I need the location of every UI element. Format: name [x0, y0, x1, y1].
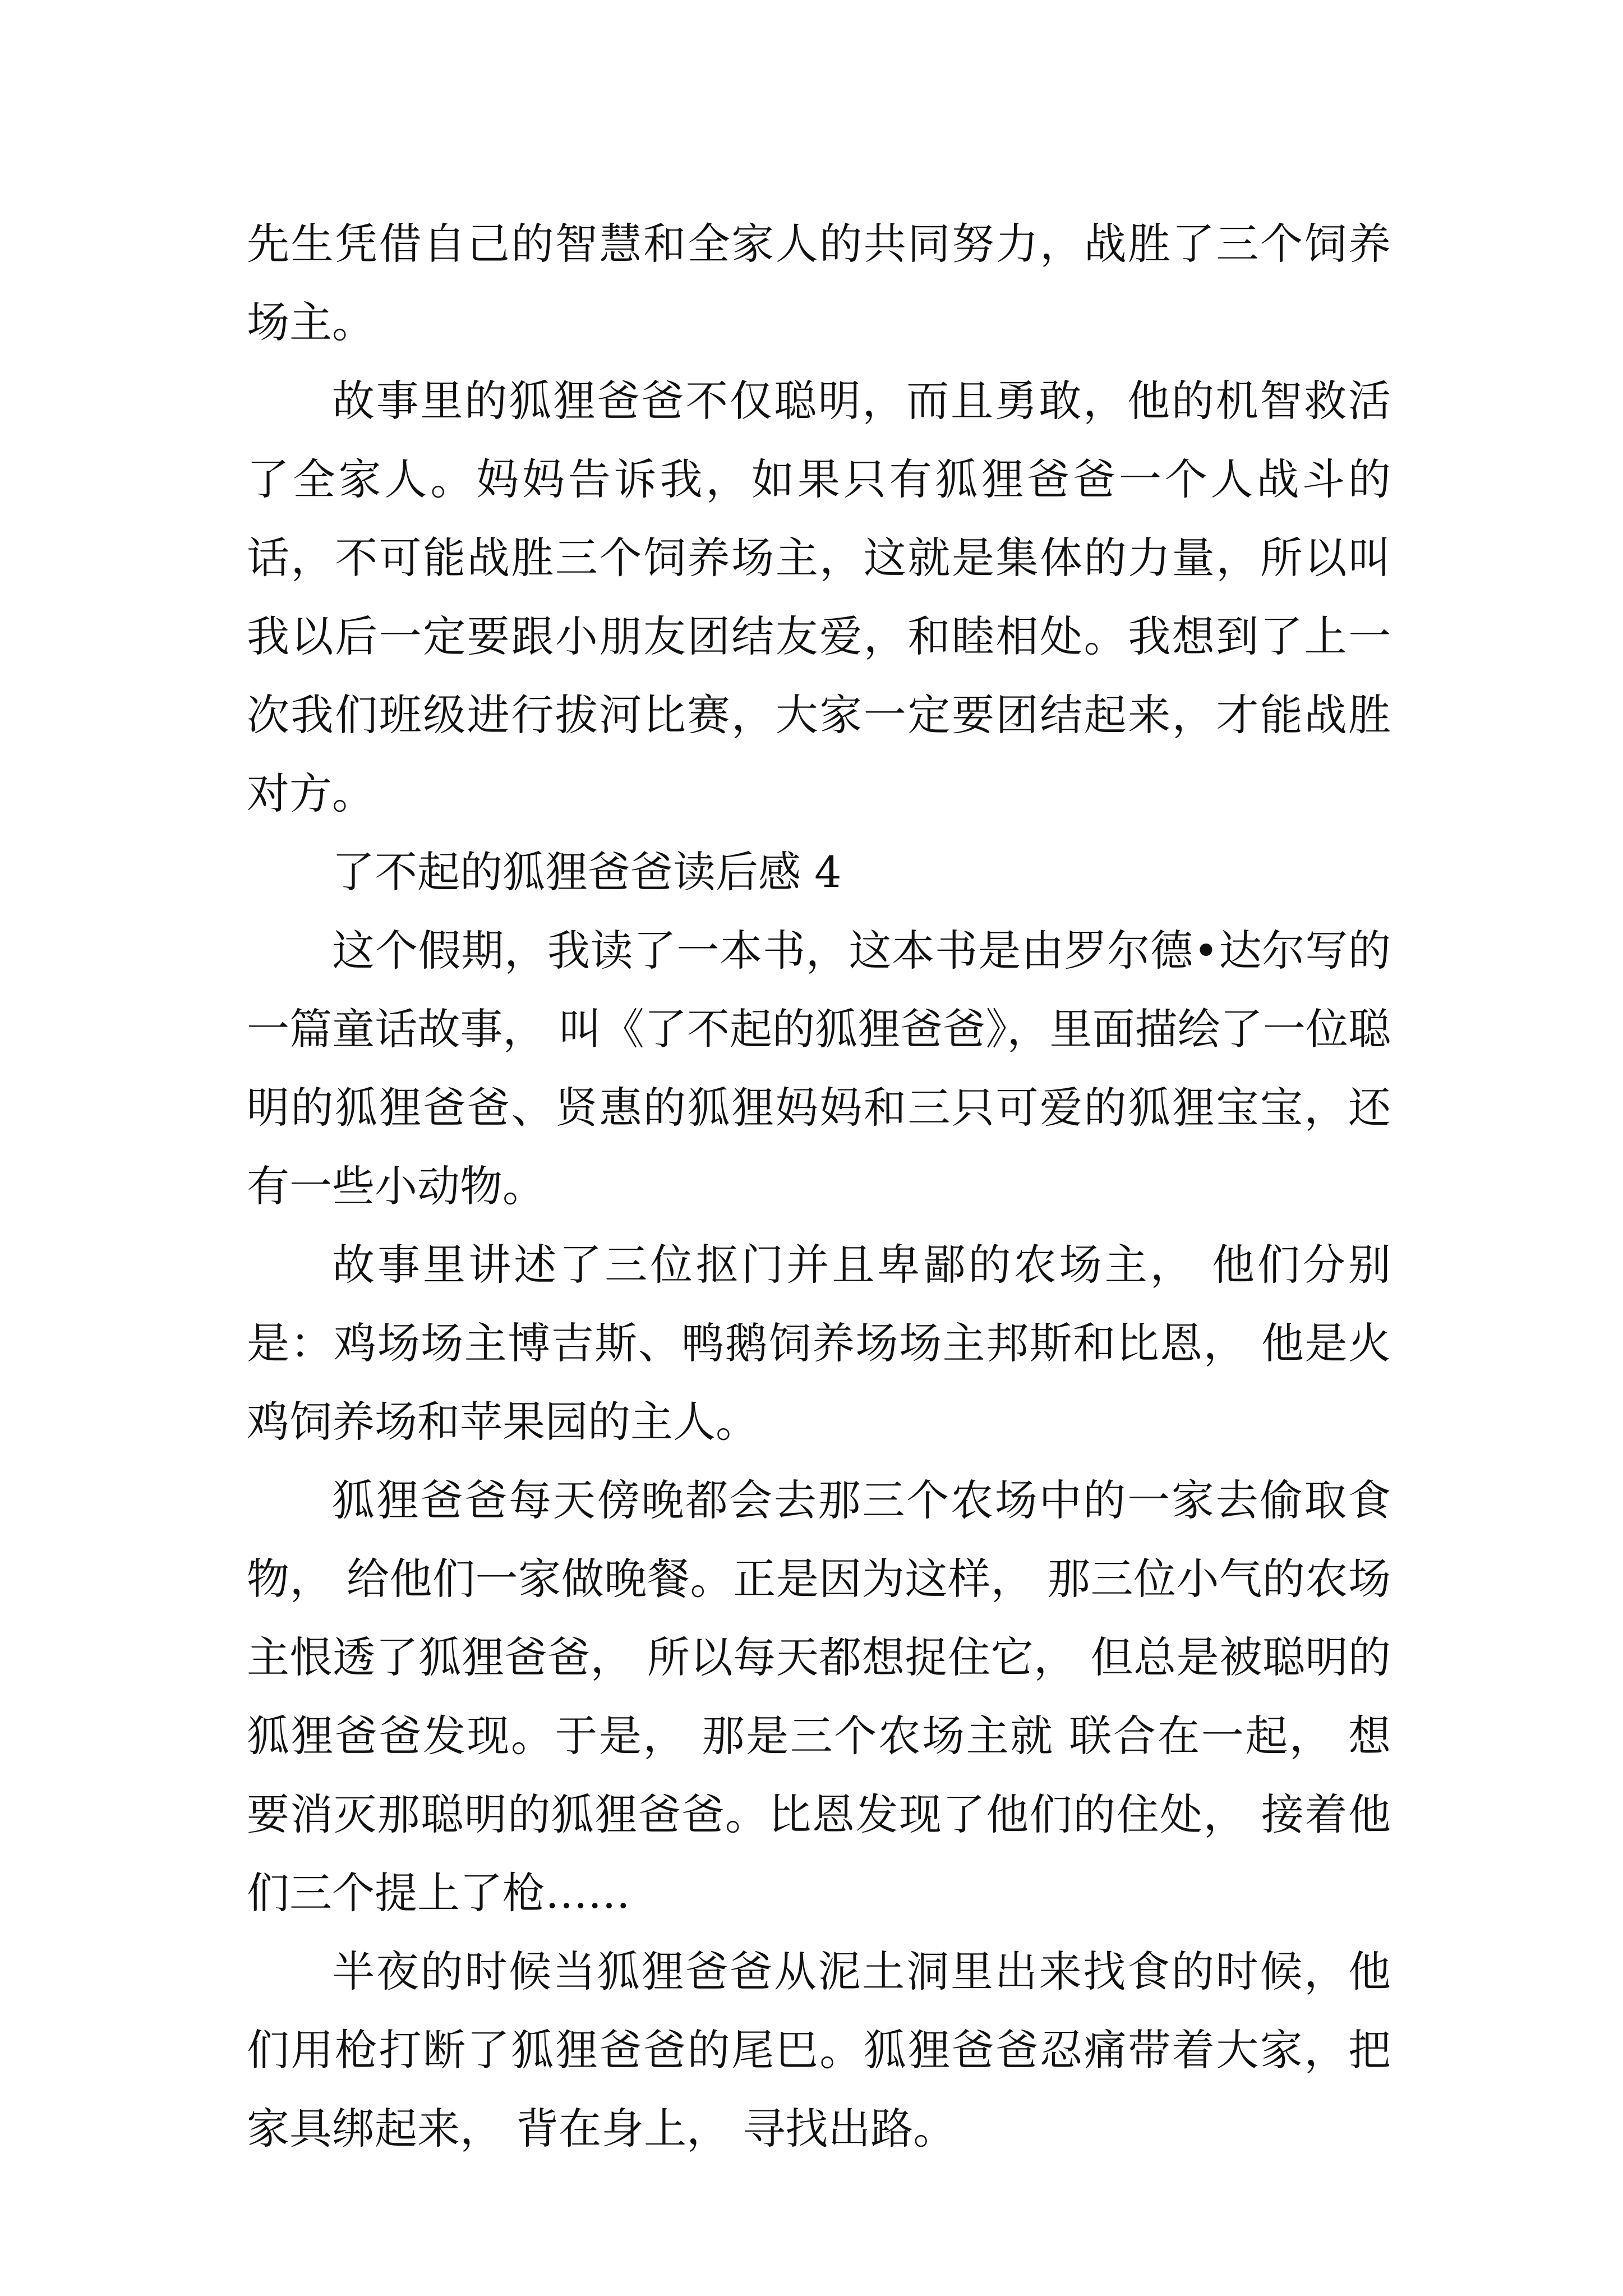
document-body — [247, 205, 1391, 2168]
section-heading: 了不起的狐狸爸爸读后感 4 — [332, 847, 842, 897]
paragraph-3: 这个假期，我读了一本书，这本书是由罗尔德•达尔写的一篇童话故事， 叫《了不起的狐狸爸爸》，里面描绘了一位聪明的狐狸爸爸、贤惠的狐狸妈妈和三只可爱的狐狸宝宝，还有一些小动物。 — [247, 926, 1391, 1211]
paragraph-2: 故事里的狐狸爸爸不仅聪明，而且勇敢，他的机智救活了全家人。妈妈告诉我，如果只有狐狸爸爸一个人战斗的话，不可能战胜三个饲养场主，这就是集体的力量，所以叫我以后一定要跟小朋友团结友爱，和睦相处。我想到了上一次我们班级进行拔河比赛，大家一定要团结起来，才能战胜对方。 — [247, 376, 1391, 818]
paragraph-4: 故事里讲述了三位抠门并且卑鄙的农场主， 他们分别是：鸡场场主博吉斯、鸭鹅饲养场场主邦斯和比恩， 他是火鸡饲养场和苹果园的主人。 — [247, 1240, 1391, 1447]
paragraph-6: 半夜的时候当狐狸爸爸从泥土洞里出来找食的时候，他们用枪打断了狐狸爸爸的尾巴。狐狸爸爸忍痛带着大家，把家具绑起来， 背在身上， 寻找出路。 — [247, 1947, 1391, 2154]
paragraph-1: 先生凭借自己的智慧和全家人的共同努力，战胜了三个饲养场主。 — [247, 219, 1391, 347]
paragraph-5: 狐狸爸爸每天傍晚都会去那三个农场中的一家去偷取食物， 给他们一家做晚餐。正是因为这样， 那三位小气的农场主恨透了狐狸爸爸， 所以每天都想捉住它， 但总是被聪明的狐狸爸爸发现。于是， 那是三个农场主就 联合在一起， 想要消灭那聪明的狐狸爸爸。比恩发现了他们的住处， 接着他们三个提上了枪…… — [247, 1475, 1391, 1918]
